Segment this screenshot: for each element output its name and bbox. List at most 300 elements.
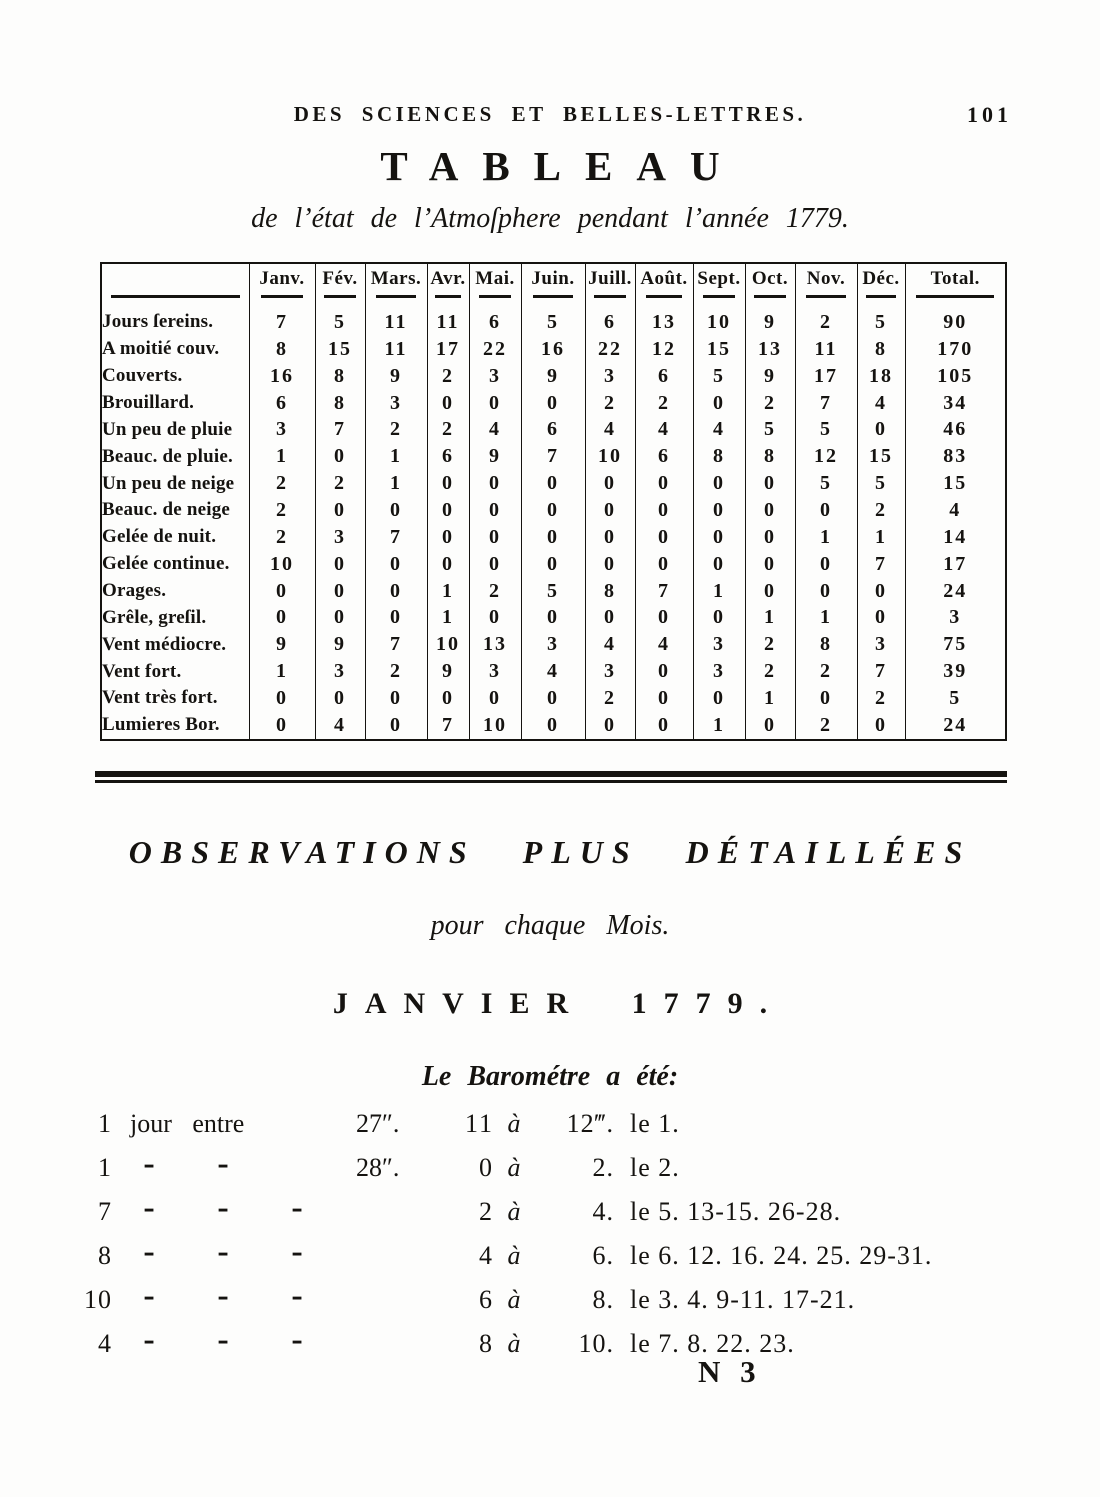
table-row [101,551,1006,578]
total-cell: 39 [905,658,1006,685]
value-cell: 0 [745,712,795,740]
running-head: DES SCIENCES ET BELLES-LETTRES. [293,102,807,126]
value-cell: 0 [315,604,365,631]
baro-day-count: 10 [84,1285,112,1314]
value-cell: 11 [427,309,469,336]
baro-range-to: 2. [592,1153,614,1182]
value-cell: 0 [315,578,365,605]
value-cell: 0 [635,524,693,551]
value-cell: 4 [315,712,365,740]
total-cell: 90 [905,309,1006,336]
weather-table [100,262,1007,741]
value-cell: 11 [795,336,857,363]
value-cell: 0 [249,712,315,740]
value-cell: 17 [427,336,469,363]
value-cell: 1 [427,604,469,631]
table-row [101,712,1006,740]
month-header-3-label: Mars. [370,268,422,289]
header-underline [376,295,415,298]
value-cell: 3 [469,658,521,685]
value-cell: 5 [857,470,905,497]
value-cell: 0 [521,712,585,740]
value-cell: 5 [315,309,365,336]
value-cell: 2 [249,497,315,524]
baro-inches: 28″. [356,1153,400,1182]
value-cell: 1 [693,578,745,605]
value-cell: 13 [469,631,521,658]
value-cell: 2 [365,416,427,443]
month-header-1-label: Janv. [259,268,305,289]
value-cell: 5 [745,416,795,443]
row-label: Vent fort. [102,660,182,682]
baro-range-to: 8. [592,1285,614,1314]
value-cell: 9 [745,363,795,390]
value-cell: 7 [521,443,585,470]
value-cell: 5 [795,416,857,443]
value-cell: 0 [857,712,905,740]
table-row [101,336,1006,363]
header-underline [533,295,573,298]
value-cell: 0 [635,497,693,524]
row-label: Jours ſereins. [102,311,214,333]
baro-day-count: 4 [98,1329,112,1358]
baro-mid: - - - [143,1189,303,1226]
value-cell: 7 [249,309,315,336]
value-cell: 0 [745,470,795,497]
value-cell: 2 [249,470,315,497]
value-cell: 0 [521,604,585,631]
baro-mid: - - [143,1145,229,1182]
row-label: Couverts. [102,365,183,387]
barometer-line [60,1146,1060,1190]
value-cell: 8 [693,443,745,470]
value-cell: 11 [365,309,427,336]
month-header-2-label: Fév. [322,268,358,289]
value-cell: 3 [585,658,635,685]
value-cell: 15 [857,443,905,470]
total-cell: 14 [905,524,1006,551]
baro-dates: le 3. 4. 9-11. 17-21. [630,1285,856,1314]
signature-mark: N 3 [698,1354,756,1389]
baro-range-from: 11 [464,1109,494,1138]
value-cell: 0 [365,551,427,578]
value-cell: 2 [469,578,521,605]
value-cell: 2 [427,416,469,443]
value-cell: 0 [857,604,905,631]
value-cell: 3 [249,416,315,443]
value-cell: 2 [745,658,795,685]
value-cell: 0 [249,604,315,631]
value-cell: 0 [857,578,905,605]
baro-dates: le 1. [630,1109,680,1138]
value-cell: 0 [315,551,365,578]
value-cell: 8 [795,631,857,658]
value-cell: 2 [857,685,905,712]
value-cell: 0 [365,604,427,631]
header-underline [866,295,896,298]
month-header-8 [635,263,693,309]
value-cell: 2 [427,363,469,390]
header-underline [594,295,625,298]
baro-inches: 27″. [356,1109,400,1138]
value-cell: 0 [249,578,315,605]
baro-mid: - - - [143,1321,303,1358]
row-label: Orages. [102,580,167,602]
row-label: Beauc. de pluie. [102,445,233,467]
value-cell: 6 [249,390,315,417]
value-cell: 4 [521,658,585,685]
header-underline [754,295,785,298]
table-row [101,416,1006,443]
table-row [101,309,1006,336]
value-cell: 5 [857,309,905,336]
value-cell: 9 [249,631,315,658]
row-label: Gelée continue. [102,553,230,575]
value-cell: 0 [585,604,635,631]
month-header-11 [795,263,857,309]
row-label: Vent très fort. [102,687,218,709]
header-underline [435,295,461,298]
value-cell: 7 [795,390,857,417]
value-cell: 9 [427,658,469,685]
value-cell: 0 [795,551,857,578]
month-header-12-label: Déc. [862,268,900,289]
month-header-9-label: Sept. [697,268,741,289]
baro-day-count: 1 [98,1153,112,1182]
row-label: Brouillard. [102,392,195,413]
table-row [101,631,1006,658]
value-cell: 9 [469,443,521,470]
value-cell: 6 [521,416,585,443]
total-cell: 24 [905,712,1006,740]
value-cell: 12 [635,336,693,363]
value-cell: 11 [365,336,427,363]
value-cell: 3 [521,631,585,658]
value-cell: 0 [521,497,585,524]
table-row [101,604,1006,631]
month-header-9 [693,263,745,309]
value-cell: 0 [635,470,693,497]
baro-conjunction: à [507,1241,521,1270]
baro-day-count: 8 [98,1241,112,1270]
value-cell: 0 [469,551,521,578]
value-cell: 0 [585,551,635,578]
value-cell: 10 [469,712,521,740]
month-header-5 [469,263,521,309]
tableau-title: TABLEAU [380,143,744,189]
month-header-4-label: Avr. [430,268,466,289]
header-underline [324,295,355,298]
value-cell: 2 [745,390,795,417]
table-row [101,470,1006,497]
baro-day-count: 7 [98,1197,112,1226]
row-label: Un peu de pluie [102,418,233,440]
baro-conjunction: à [507,1109,521,1138]
value-cell: 15 [315,336,365,363]
value-cell: 8 [745,443,795,470]
value-cell: 0 [521,390,585,417]
value-cell: 9 [315,631,365,658]
value-cell: 0 [585,470,635,497]
total-cell: 46 [905,416,1006,443]
value-cell: 2 [315,470,365,497]
value-cell: 10 [585,443,635,470]
total-cell: 83 [905,443,1006,470]
month-header-7 [585,263,635,309]
value-cell: 0 [521,685,585,712]
value-cell: 0 [693,551,745,578]
value-cell: 0 [365,685,427,712]
value-cell: 1 [427,578,469,605]
value-cell: 0 [745,551,795,578]
total-cell: 34 [905,390,1006,417]
value-cell: 3 [693,658,745,685]
month-header-12 [857,263,905,309]
value-cell: 9 [365,363,427,390]
month-heading: JANVIER 1779. [332,987,785,1020]
month-header-6-label: Juin. [531,268,575,289]
row-label: A moitié couv. [102,338,220,360]
month-header-8-label: Août. [640,268,688,289]
value-cell: 6 [635,443,693,470]
value-cell: 0 [521,470,585,497]
value-cell: 2 [585,685,635,712]
value-cell: 0 [585,712,635,740]
value-cell: 5 [521,309,585,336]
value-cell: 16 [521,336,585,363]
value-cell: 9 [745,309,795,336]
baro-range-to: 6. [592,1241,614,1270]
divider-rule-thick [95,771,1007,777]
observations-heading: OBSERVATIONS PLUS DÉTAILLÉES [128,834,972,870]
value-cell: 7 [315,416,365,443]
value-cell: 8 [315,390,365,417]
header-underline [703,295,736,298]
baro-dates: le 2. [630,1153,680,1182]
value-cell: 3 [365,390,427,417]
value-cell: 8 [857,336,905,363]
value-cell: 1 [795,524,857,551]
value-cell: 0 [365,578,427,605]
value-cell: 0 [521,551,585,578]
row-label: Vent médiocre. [102,633,227,655]
value-cell: 0 [745,524,795,551]
table-row [101,443,1006,470]
table-row [101,685,1006,712]
value-cell: 0 [315,497,365,524]
barometer-line [60,1278,1060,1322]
value-cell: 3 [857,631,905,658]
value-cell: 0 [635,712,693,740]
baro-mid-text: jour entre [130,1109,245,1138]
total-cell: 75 [905,631,1006,658]
value-cell: 9 [521,363,585,390]
month-header-7-label: Juill. [588,268,632,289]
value-cell: 8 [585,578,635,605]
value-cell: 0 [693,524,745,551]
table-row [101,363,1006,390]
total-cell: 4 [905,497,1006,524]
month-header-10-label: Oct. [751,268,789,289]
value-cell: 2 [585,390,635,417]
value-cell: 0 [795,497,857,524]
value-cell: 10 [427,631,469,658]
value-cell: 0 [469,390,521,417]
value-cell: 8 [315,363,365,390]
value-cell: 22 [469,336,521,363]
header-underline [646,295,682,298]
value-cell: 6 [585,309,635,336]
running-head-row [0,102,1100,127]
baro-mid [112,1102,354,1146]
value-cell: 0 [427,551,469,578]
value-cell: 1 [745,685,795,712]
value-cell: 1 [857,524,905,551]
value-cell: 0 [427,685,469,712]
baro-range-to: 12‴. [566,1109,614,1138]
value-cell: 5 [693,363,745,390]
value-cell: 6 [469,309,521,336]
baro-range-from: 6 [479,1285,494,1314]
baro-range-from: 0 [479,1153,494,1182]
value-cell: 2 [857,497,905,524]
value-cell: 0 [469,604,521,631]
value-cell: 6 [635,363,693,390]
value-cell: 0 [365,712,427,740]
header-underline [916,295,994,298]
value-cell: 0 [857,416,905,443]
value-cell: 2 [365,658,427,685]
value-cell: 0 [693,685,745,712]
value-cell: 0 [427,470,469,497]
value-cell: 0 [469,685,521,712]
value-cell: 2 [795,712,857,740]
row-label: Gelée de nuit. [102,526,217,548]
value-cell: 7 [857,658,905,685]
baro-dates: le 7. 8. 22. 23. [630,1329,795,1358]
value-cell: 0 [635,685,693,712]
value-cell: 0 [795,578,857,605]
baro-mid: - - - [143,1277,303,1314]
month-header-4 [427,263,469,309]
value-cell: 4 [693,416,745,443]
row-label: Grêle, greſil. [102,606,207,628]
table-row [101,658,1006,685]
month-header-5-label: Mai. [475,268,515,289]
value-cell: 7 [427,712,469,740]
table-row [101,497,1006,524]
value-cell: 7 [635,578,693,605]
value-cell: 0 [315,443,365,470]
value-cell: 15 [693,336,745,363]
value-cell: 1 [693,712,745,740]
barometer-line [60,1234,1060,1278]
table-corner-cell-label [102,267,249,291]
value-cell: 4 [857,390,905,417]
baro-conjunction: à [507,1153,521,1182]
baro-range-from: 8 [479,1329,494,1358]
value-cell: 0 [635,658,693,685]
value-cell: 2 [795,309,857,336]
barometer-line [60,1102,1060,1146]
row-label: Beauc. de neige [102,499,231,521]
tableau-subtitle: de l’état de l’Atmoſphere pendant l’année 1779. [251,203,849,234]
value-cell: 7 [365,524,427,551]
row-label: Lumieres Bor. [102,714,220,736]
header-underline [806,295,845,298]
total-cell: 105 [905,363,1006,390]
value-cell: 16 [249,363,315,390]
value-cell: 2 [795,658,857,685]
total-cell: 15 [905,470,1006,497]
table-row [101,524,1006,551]
value-cell: 0 [745,578,795,605]
baro-conjunction: à [507,1285,521,1314]
value-cell: 0 [693,497,745,524]
value-cell: 0 [521,524,585,551]
value-cell: 17 [795,363,857,390]
value-cell: 1 [795,604,857,631]
value-cell: 1 [745,604,795,631]
value-cell: 0 [365,497,427,524]
total-header [905,263,1006,309]
value-cell: 13 [635,309,693,336]
baro-conjunction: à [507,1329,521,1358]
value-cell: 10 [249,551,315,578]
value-cell: 0 [635,604,693,631]
value-cell: 0 [315,685,365,712]
value-cell: 0 [693,470,745,497]
baro-dates: le 5. 13-15. 26-28. [630,1197,842,1226]
value-cell: 4 [635,416,693,443]
value-cell: 0 [249,685,315,712]
total-header-label: Total. [930,268,980,289]
value-cell: 3 [585,363,635,390]
value-cell: 8 [249,336,315,363]
month-header-2 [315,263,365,309]
value-cell: 13 [745,336,795,363]
barometer-intro: Le Barométre a été: [421,1061,679,1092]
value-cell: 7 [857,551,905,578]
value-cell: 4 [585,416,635,443]
page-number: 101 [967,102,1012,127]
value-cell: 0 [585,497,635,524]
value-cell: 0 [745,497,795,524]
value-cell: 0 [427,524,469,551]
value-cell: 10 [693,309,745,336]
baro-mid: - - - [143,1233,303,1270]
value-cell: 5 [521,578,585,605]
barometer-line [60,1322,1060,1366]
baro-range-to: 10. [578,1329,614,1358]
value-cell: 0 [427,390,469,417]
total-cell: 24 [905,578,1006,605]
month-header-3 [365,263,427,309]
baro-conjunction: à [507,1197,521,1226]
month-header-10 [745,263,795,309]
month-header-1 [249,263,315,309]
value-cell: 4 [635,631,693,658]
header-underline [111,295,240,298]
table-row [101,578,1006,605]
month-header-11-label: Nov. [806,268,846,289]
value-cell: 0 [795,685,857,712]
baro-range-to: 4. [592,1197,614,1226]
baro-range-from: 2 [479,1197,494,1226]
value-cell: 0 [469,497,521,524]
barometer-observations-list [60,1102,1060,1366]
month-header-6 [521,263,585,309]
